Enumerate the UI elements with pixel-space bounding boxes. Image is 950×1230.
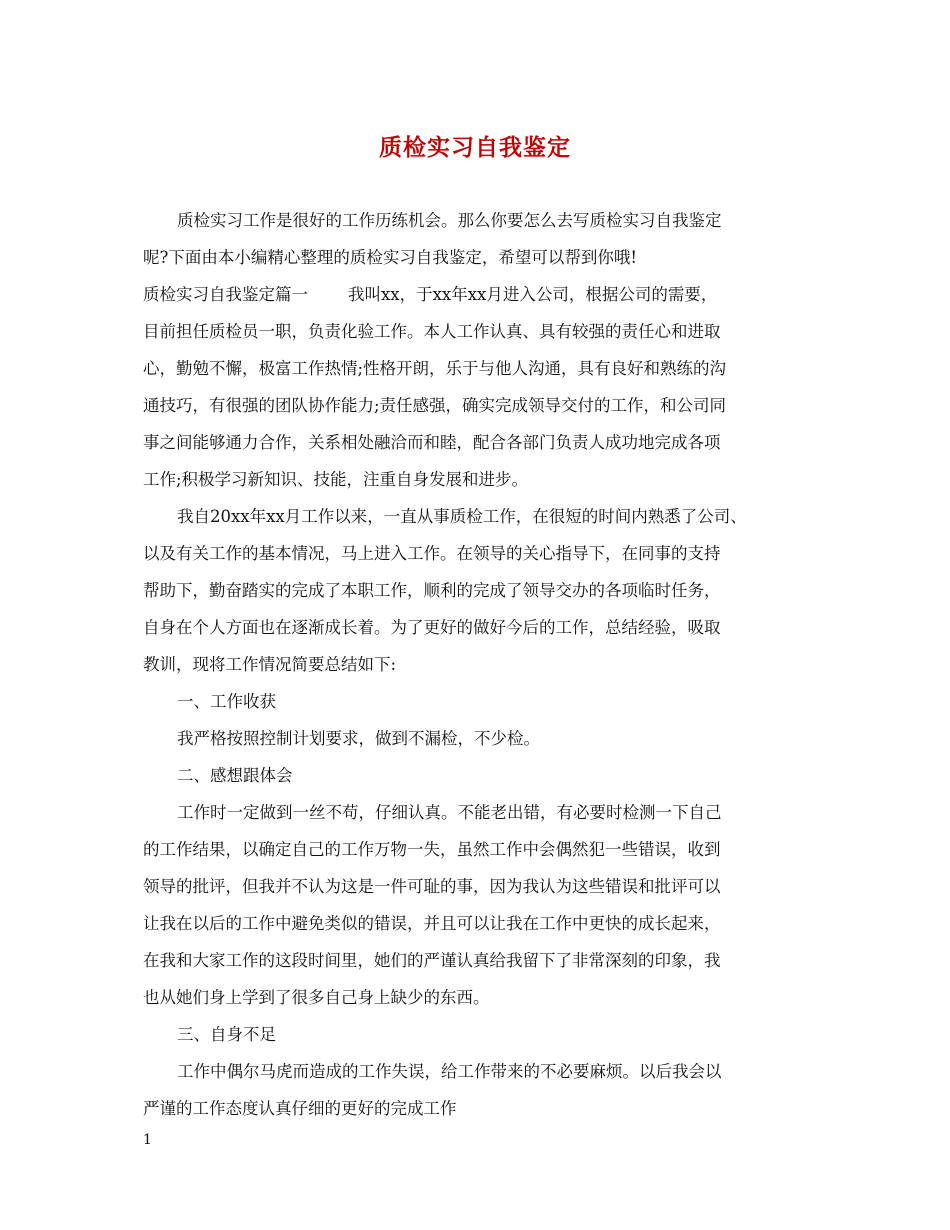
paragraph-line: 质检实习工作是很好的工作历练机会。那么你要怎么去写质检实习自我鉴定 bbox=[177, 211, 722, 230]
paragraph-line: 心，勤勉不懈，极富工作热情;性格开朗，乐于与他人沟通，具有良好和熟练的沟 bbox=[143, 359, 727, 378]
paragraph-line: 通技巧，有很强的团队协作能力;责任感强，确实完成领导交付的工作，和公司同 bbox=[143, 396, 727, 415]
paragraph-line: 在我和大家工作的这段时间里，她们的严谨认真给我留下了非常深刻的印象，我 bbox=[143, 951, 721, 970]
section-heading: 三、自身不足 bbox=[177, 1025, 276, 1044]
paragraph-line: 我自20xx年xx月工作以来，一直从事质检工作，在很短的时间内熟悉了公司、 bbox=[177, 507, 747, 526]
section-heading: 一、工作收获 bbox=[177, 692, 276, 711]
paragraph-line: 帮助下，勤奋踏实的完成了本职工作，顺利的完成了领导交办的各项临时任务， bbox=[143, 581, 721, 600]
paragraph-text: 我叫xx，于xx年xx月进入公司，根据公司的需要， bbox=[348, 285, 718, 304]
paragraph-line: 严谨的工作态度认真仔细的更好的完成工作 bbox=[143, 1099, 457, 1118]
paragraph-line-with-label bbox=[143, 276, 815, 313]
paragraph-line: 事之间能够通力合作，关系相处融洽而和睦，配合各部门负责人成功地完成各项 bbox=[143, 433, 721, 452]
paragraph-line: 目前担任质检员一职，负责化验工作。本人工作认真、具有较强的责任心和进取 bbox=[143, 322, 721, 341]
paragraph-line: 呢?下面由本小编精心整理的质检实习自我鉴定，希望可以帮到你哦! bbox=[143, 248, 637, 267]
document-title: 质检实习自我鉴定 bbox=[379, 134, 571, 161]
paragraph-line: 工作中偶尔马虎而造成的工作失误，给工作带来的不必要麻烦。以后我会以 bbox=[177, 1062, 722, 1081]
paragraph-line: 也从她们身上学到了很多自己身上缺少的东西。 bbox=[143, 988, 490, 1007]
paragraph-line: 教训，现将工作情况简要总结如下: bbox=[143, 655, 397, 674]
paragraph-line: 领导的批评，但我并不认为这是一件可耻的事，因为我认为这些错误和批评可以 bbox=[143, 877, 721, 896]
paragraph-line: 以及有关工作的基本情况，马上进入工作。在领导的关心指导下，在同事的支持 bbox=[143, 544, 721, 563]
document-body bbox=[143, 202, 815, 1127]
section-label: 质检实习自我鉴定篇一 bbox=[143, 285, 308, 304]
paragraph-line: 工作时一定做到一丝不苟，仔细认真。不能老出错，有必要时检测一下自己 bbox=[177, 803, 722, 822]
paragraph-line: 我严格按照控制计划要求，做到不漏检，不少检。 bbox=[177, 729, 540, 748]
paragraph-line: 让我在以后的工作中避免类似的错误，并且可以让我在工作中更快的成长起来， bbox=[143, 914, 721, 933]
paragraph-line: 自身在个人方面也在逐渐成长着。为了更好的做好今后的工作，总结经验，吸取 bbox=[143, 618, 721, 637]
paragraph-line: 的工作结果，以确定自己的工作万物一失，虽然工作中会偶然犯一些错误，收到 bbox=[143, 840, 721, 859]
page-number: 1 bbox=[143, 1132, 152, 1148]
section-heading: 二、感想跟体会 bbox=[177, 766, 293, 785]
paragraph-line: 工作;积极学习新知识、技能，注重自身发展和进步。 bbox=[143, 470, 529, 489]
